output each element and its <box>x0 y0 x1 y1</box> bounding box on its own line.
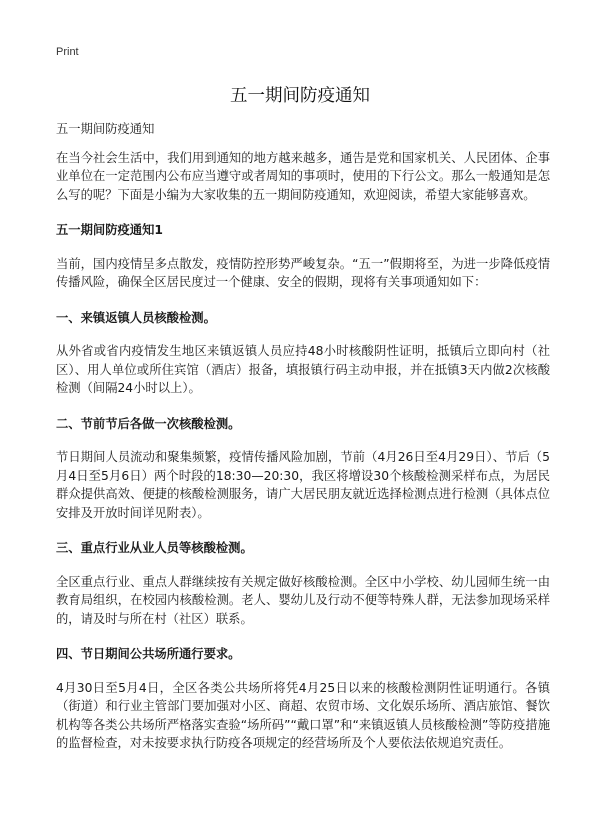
section-heading-3: 三、重点行业从业人员等核酸检测。 <box>56 541 253 555</box>
article-subtitle: 五一期间防疫通知 <box>56 122 155 136</box>
print-link[interactable]: Print <box>56 46 79 58</box>
section-body-4: 4月30日至5月4日，全区各类公共场所将凭4月25日以来的核酸检测阴性证明通行。各镇（街道）和行业主管部门要加强对小区、商超、农贸市场、文化娱乐场所、酒店旅馆、餐饮机构等各类公共场所严格落实查验“场所码”“戴口罩”和“来镇返镇人员核酸检测”等防疫措施的监督检查，对未按要求执行防疫各项规定的经营场所及个人要依法依规追究责任。 <box>56 680 550 750</box>
section-heading-4: 四、节日期间公共场所通行要求。 <box>56 647 241 661</box>
article-body <box>56 120 550 770</box>
section-heading-2: 二、节前节后各做一次核酸检测。 <box>56 416 241 431</box>
opening-paragraph: 当前，国内疫情呈多点散发，疫情防控形势严峻复杂。“五一”假期将至，为进一步降低疫情传播风险，确保全区居民度过一个健康、安全的假期，现将有关事项通知如下： <box>56 256 550 289</box>
intro-paragraph: 在当今社会生活中，我们用到通知的地方越来越多，通告是党和国家机关、人民团体、企事业单位在一定范围内公布应当遵守或者周知的事项时，使用的下行公文。那么一般通知是怎么写的呢？下面是小编为大家收集的五一期间防疫通知，欢迎阅读，希望大家能够喜欢。 <box>56 150 550 202</box>
notice-heading: 五一期间防疫通知1 <box>56 223 163 237</box>
section-body-1: 从外省或省内疫情发生地区来镇返镇人员应持48小时核酸阴性证明，抵镇后立即向村（社区）、用人单位或所住宾馆（酒店）报备，填报镇行码主动申报，并在抵镇3天内做2次核酸检测（间隔24小时以上）。 <box>56 344 550 395</box>
section-heading-1: 一、来镇返镇人员核酸检测。 <box>56 310 216 325</box>
page-title: 五一期间防疫通知 <box>230 86 370 106</box>
section-body-3: 全区重点行业、重点人群继续按有关规定做好核酸检测。全区中小学校、幼儿园师生统一由教育局组织，在校园内核酸检测。老人、婴幼儿及行动不便等特殊人群，无法参加现场采样的，请及时与所在村（社区）联系。 <box>56 574 550 626</box>
section-body-2: 节日期间人员流动和聚集频繁，疫情传播风险加剧，节前（4月26日至4月29日）、节后（5月4日至5月6日）两个时段的18:30—20:30，我区将增设30个核酸检测采样布点，为居民群众提供高效、便捷的核酸检测服务，请广大居民朋友就近选择检测点进行检测（具体点位安排及开放时间详见附表）。 <box>56 450 550 520</box>
